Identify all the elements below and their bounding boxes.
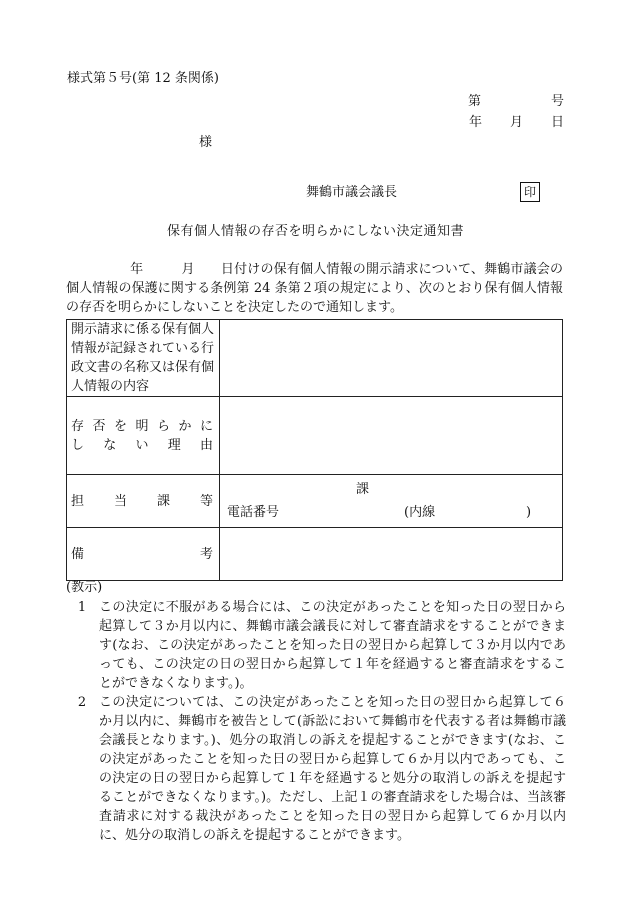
date-year: 年 [468,115,482,130]
form-number: 様式第５号(第 12 条関係) [67,71,219,86]
item-text: この決定については、この決定があったことを知った日の翌日から起算して６か月以内に、舞鶴市を被告として(訴訟において舞鶴市を代表する者は舞鶴市議会議長となります。)、処分の取消しの訴えを提起することができます(なお、この決定があったことを知った日の翌日から起算して６か月以内であっても、この決定の日の翌日から起算して１年を経過すると処分の取消しの訴えを提起することができなくなります。)。ただし、上記１の審査請求をした場合は、当該審査請求に対する裁決があったことを知った日の翌日から起算して６か月以内に、処分の取消しの訴えを提起することができます。 [99,695,566,843]
table-row [67,320,563,397]
sender-name: 舞鶴市議会議長 [306,185,398,200]
reason-label-line2: しない理由 [71,437,213,453]
body-year: 年 [130,262,144,277]
date-day: 日 [550,115,564,130]
extension-close: ) [526,505,532,520]
reason-label-line1: 存否を明らかに [71,418,213,434]
item-text: この決定に不服がある場合には、この決定があったことを知った日の翌日から起算して３か月以内に、舞鶴市議会議長に対して審査請求をすることができます(なお、この決定があったことを知った日の翌日から起算して３か月以内であっても、この決定の日の翌日から起算して１年を経過すると審査請求をすることができなくなります。)。 [99,600,566,691]
department-ka: 課 [356,482,370,497]
number-prefix: 第 [467,94,481,109]
body-paragraph [66,260,563,317]
instructions-list [66,598,566,845]
document-name-value [220,320,563,397]
body-text: 日付けの保有個人情報の開示請求について、舞鶴市議会の個人情報の保護に関する条例第 24 条第２項の規定により、次のとおり保有個人情報の存否を明らかにしないことを決定したので通知します。 [66,262,563,315]
table-row [67,397,563,475]
addressee-suffix: 様 [199,135,213,150]
table-row [67,528,563,581]
remarks-label: 備考 [67,528,220,581]
number-suffix: 号 [550,94,564,109]
body-month: 月 [181,262,195,277]
list-item [66,598,566,693]
reason-value [220,397,563,475]
reason-label [67,397,220,475]
decision-table [66,319,563,581]
document-title: 保有個人情報の存否を明らかにしない決定通知書 [167,224,465,239]
list-item [66,693,566,845]
instructions-heading: (教示) [66,580,103,595]
document-number-line [468,95,564,108]
phone-label: 電話番号 [227,505,280,520]
extension-label: (内線 [404,505,436,520]
remarks-value [220,528,563,581]
item-number: 2 [77,695,87,710]
table-row [67,475,563,528]
date-month: 月 [509,115,523,130]
department-label: 担当課等 [67,475,220,528]
date-line [469,116,564,129]
item-number: 1 [77,600,87,615]
seal-mark: 印 [520,182,540,202]
document-name-label: 開示請求に係る保有個人情報が記録されている行政文書の名称又は保有個人情報の内容 [67,320,220,397]
department-value [220,475,563,528]
